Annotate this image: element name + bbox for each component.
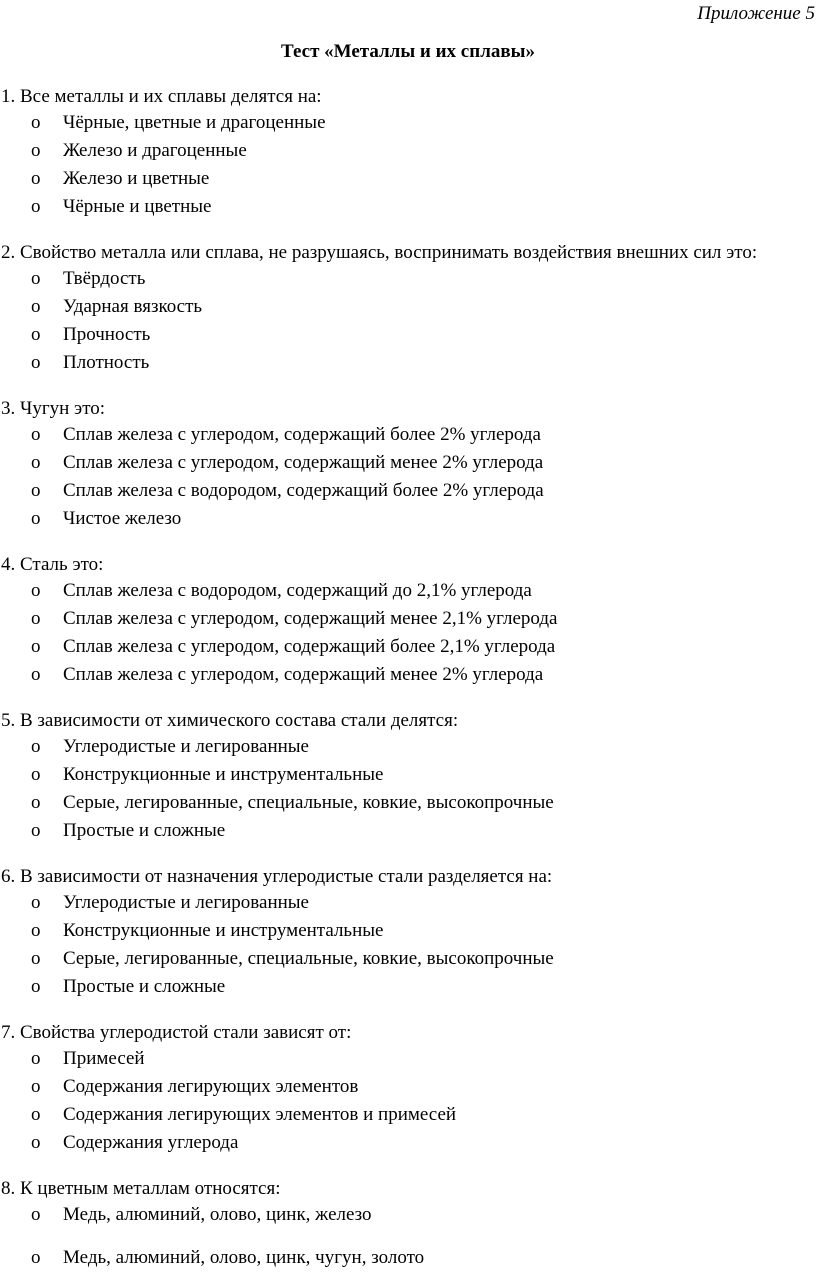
bullet-marker: o bbox=[31, 1048, 41, 1069]
answer-option bbox=[1, 817, 813, 845]
answer-option bbox=[1, 505, 813, 533]
question-text: 3. Чугун это: bbox=[1, 398, 106, 419]
question-3 bbox=[1, 397, 813, 533]
bullet-marker: o bbox=[31, 112, 41, 133]
question-text: 4. Сталь это: bbox=[1, 554, 104, 575]
option-text: Чёрные, цветные и драгоценные bbox=[63, 112, 326, 133]
answer-option bbox=[1, 633, 813, 661]
answer-option bbox=[1, 449, 813, 477]
option-text: Примесей bbox=[63, 1048, 145, 1069]
option-text: Сплав железа с углеродом, содержащий менее 2% углерода bbox=[63, 664, 544, 685]
bullet-marker: o bbox=[31, 1247, 41, 1268]
question-6 bbox=[1, 865, 813, 1001]
question-text: 8. К цветным металлам относятся: bbox=[1, 1178, 281, 1199]
question-text: 2. Свойство металла или сплава, не разрушаясь, воспринимать воздействия внешних сил это: bbox=[1, 242, 758, 263]
option-text: Простые и сложные bbox=[63, 820, 226, 841]
answer-option bbox=[1, 973, 813, 1001]
bullet-marker: o bbox=[31, 168, 41, 189]
appendix-label: Приложение 5 bbox=[697, 3, 815, 24]
option-text: Сплав железа с водородом, содержащий до 2,1% углерода bbox=[63, 580, 532, 601]
question-text: 5. В зависимости от химического состава стали делятся: bbox=[1, 710, 459, 731]
bullet-marker: o bbox=[31, 196, 41, 217]
bullet-marker: o bbox=[31, 352, 41, 373]
option-text: Простые и сложные bbox=[63, 976, 226, 997]
option-text: Сплав железа с водородом, содержащий более 2% углерода bbox=[63, 480, 544, 501]
bullet-marker: o bbox=[31, 664, 41, 685]
option-text: Содержания легирующих элементов bbox=[63, 1076, 359, 1097]
bullet-marker: o bbox=[31, 636, 41, 657]
answer-option bbox=[1, 789, 813, 817]
option-text: Медь, алюминий, олово, цинк, железо bbox=[63, 1204, 372, 1225]
bullet-marker: o bbox=[31, 1076, 41, 1097]
bullet-marker: o bbox=[31, 1204, 41, 1225]
bullet-marker: o bbox=[31, 508, 41, 529]
option-text: Сплав железа с углеродом, содержащий менее 2,1% углерода bbox=[63, 608, 558, 629]
bullet-marker: o bbox=[31, 424, 41, 445]
question-2 bbox=[1, 241, 813, 377]
question-list bbox=[1, 85, 813, 1272]
answer-option bbox=[1, 321, 813, 349]
question-4 bbox=[1, 553, 813, 689]
option-text: Сплав железа с углеродом, содержащий более 2,1% углерода bbox=[63, 636, 556, 657]
bullet-marker: o bbox=[31, 268, 41, 289]
option-text: Ударная вязкость bbox=[63, 296, 203, 317]
option-text: Содержания легирующих элементов и примесей bbox=[63, 1104, 457, 1125]
bullet-marker: o bbox=[31, 580, 41, 601]
bullet-marker: o bbox=[31, 296, 41, 317]
option-text: Чёрные и цветные bbox=[63, 196, 212, 217]
answer-option bbox=[1, 1244, 813, 1272]
question-text: 6. В зависимости от назначения углеродистые стали разделяется на: bbox=[1, 866, 553, 887]
bullet-marker: o bbox=[31, 976, 41, 997]
question-1 bbox=[1, 85, 813, 221]
answer-option bbox=[1, 945, 813, 973]
answer-option bbox=[1, 1101, 813, 1129]
answer-option bbox=[1, 193, 813, 221]
answer-option bbox=[1, 577, 813, 605]
option-text: Медь, алюминий, олово, цинк, чугун, золото bbox=[63, 1247, 425, 1268]
bullet-marker: o bbox=[31, 480, 41, 501]
bullet-marker: o bbox=[31, 892, 41, 913]
option-text: Плотность bbox=[63, 352, 150, 373]
option-text: Железо и цветные bbox=[63, 168, 210, 189]
answer-option bbox=[1, 421, 813, 449]
option-text: Сплав железа с углеродом, содержащий более 2% углерода bbox=[63, 424, 541, 445]
answer-option bbox=[1, 661, 813, 689]
answer-option bbox=[1, 265, 813, 293]
bullet-marker: o bbox=[31, 792, 41, 813]
bullet-marker: o bbox=[31, 948, 41, 969]
option-text: Углеродистые и легированные bbox=[63, 736, 309, 757]
option-text: Твёрдость bbox=[63, 268, 146, 289]
question-text: 7. Свойства углеродистой стали зависят от: bbox=[1, 1022, 352, 1043]
question-7 bbox=[1, 1021, 813, 1157]
page-title: Тест «Металлы и их сплавы» bbox=[281, 41, 535, 62]
answer-option bbox=[1, 293, 813, 321]
bullet-marker: o bbox=[31, 736, 41, 757]
option-text: Прочность bbox=[63, 324, 151, 345]
question-8 bbox=[1, 1177, 813, 1272]
answer-option bbox=[1, 165, 813, 193]
option-text: Железо и драгоценные bbox=[63, 140, 247, 161]
answer-option bbox=[1, 733, 813, 761]
answer-option bbox=[1, 137, 813, 165]
answer-option bbox=[1, 761, 813, 789]
bullet-marker: o bbox=[31, 324, 41, 345]
answer-option bbox=[1, 1045, 813, 1073]
option-text: Конструкционные и инструментальные bbox=[63, 920, 384, 941]
question-5 bbox=[1, 709, 813, 845]
bullet-marker: o bbox=[31, 764, 41, 785]
option-text: Содержания углерода bbox=[63, 1132, 239, 1153]
answer-option bbox=[1, 1129, 813, 1157]
bullet-marker: o bbox=[31, 140, 41, 161]
answer-option bbox=[1, 109, 813, 137]
answer-option bbox=[1, 1073, 813, 1101]
question-text: 1. Все металлы и их сплавы делятся на: bbox=[1, 86, 322, 107]
answer-option bbox=[1, 477, 813, 505]
option-text: Сплав железа с углеродом, содержащий менее 2% углерода bbox=[63, 452, 544, 473]
bullet-marker: o bbox=[31, 1132, 41, 1153]
answer-option bbox=[1, 1201, 813, 1229]
option-text: Серые, легированные, специальные, ковкие, высокопрочные bbox=[63, 948, 554, 969]
answer-option bbox=[1, 605, 813, 633]
answer-option bbox=[1, 917, 813, 945]
option-text: Серые, легированные, специальные, ковкие, высокопрочные bbox=[63, 792, 554, 813]
bullet-marker: o bbox=[31, 920, 41, 941]
bullet-marker: o bbox=[31, 820, 41, 841]
answer-option bbox=[1, 349, 813, 377]
bullet-marker: o bbox=[31, 608, 41, 629]
bullet-marker: o bbox=[31, 452, 41, 473]
answer-option bbox=[1, 889, 813, 917]
option-text: Углеродистые и легированные bbox=[63, 892, 309, 913]
bullet-marker: o bbox=[31, 1104, 41, 1125]
option-text: Конструкционные и инструментальные bbox=[63, 764, 384, 785]
option-text: Чистое железо bbox=[63, 508, 182, 529]
